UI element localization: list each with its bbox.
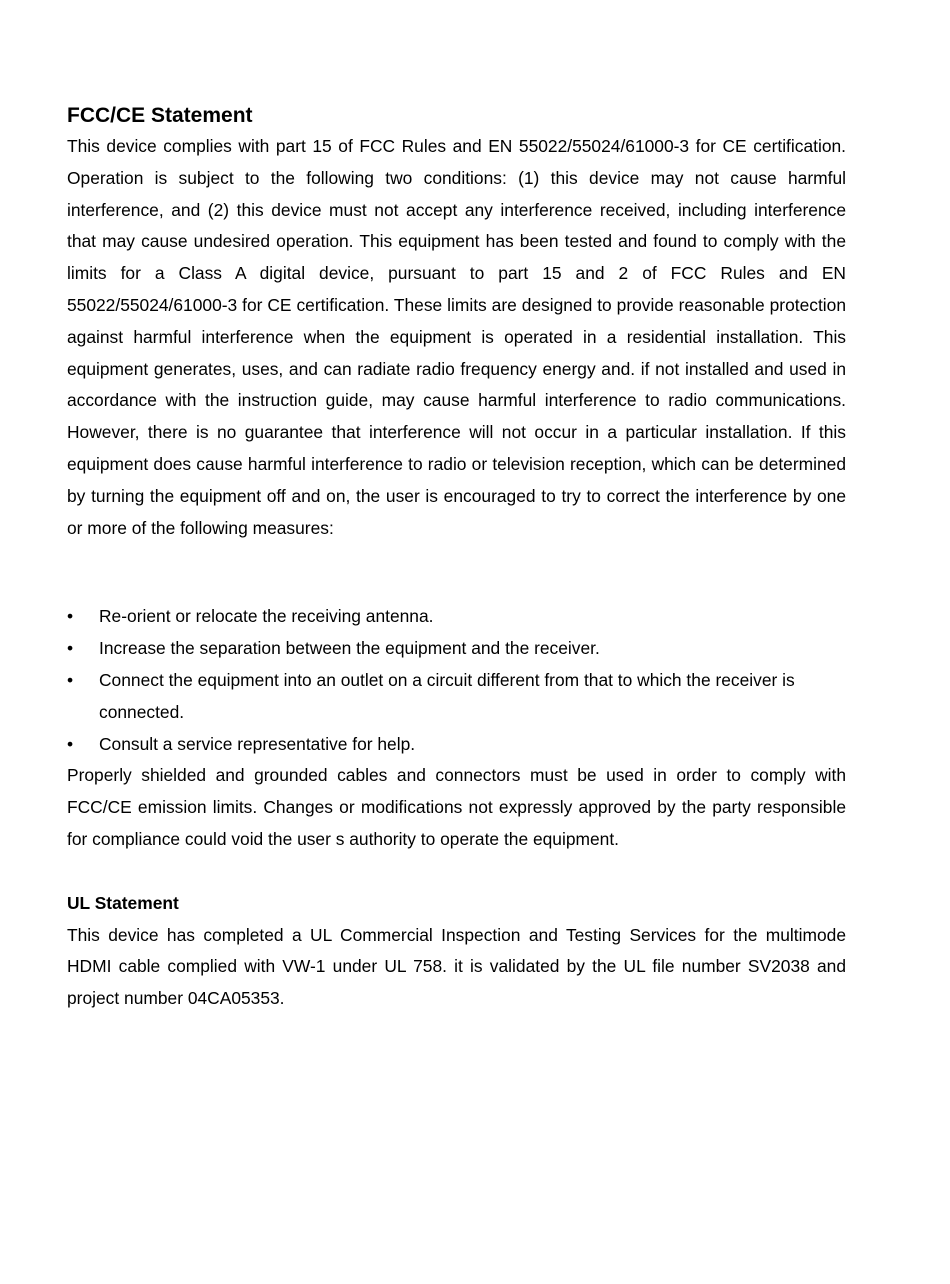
ul-statement-heading: UL Statement xyxy=(67,892,179,913)
fcc-ce-statement-heading: FCC/CE Statement xyxy=(67,104,253,127)
list-item xyxy=(67,601,846,633)
measure-text: Connect the equipment into an outlet on a circuit different from that to which the receiver is connected. xyxy=(99,669,795,722)
ul-statement-paragraph: This device has completed a UL Commercial Inspection and Testing Services for the multimode HDMI cable complied with VW-1 under UL 758. it is validated by the UL file number SV2038 and project number 04CA05353. xyxy=(67,924,846,1009)
bullet-icon: • xyxy=(67,669,74,690)
list-item xyxy=(67,633,846,665)
measure-text: Increase the separation between the equipment and the receiver. xyxy=(99,638,600,659)
bullet-icon: • xyxy=(67,638,74,659)
shielded-cables-paragraph: Properly shielded and grounded cables and connectors must be used in order to comply with FCC/CE emission limits. Changes or modifications not expressly approved by the party responsible for compliance could void the user s authority to operate the equipment. xyxy=(67,765,846,849)
list-item xyxy=(67,665,846,729)
fcc-compliance-paragraph: This device complies with part 15 of FCC Rules and EN 55022/55024/61000-3 for CE certification. Operation is subject to the following two conditions: (1) this device may not cause harmful interference, and (2) this device must not accept any interference received, including interference that may cause undesired operation. This equipment has been tested and found to comply with the limits for a Class A digital device, pursuant to part 15 and 2 of FCC Rules and EN 55022/55024/61000-3 for CE certification. These limits are designed to provide reasonable protection against harmful interference when the equipment is operated in a residential installation. This equipment generates, uses, and can radiate radio frequency energy and. if not installed and used in accordance with the instruction guide, may cause harmful interference to radio communications. However, there is no guarantee that interference will not occur in a particular installation. If this equipment does cause harmful interference to radio or television reception, which can be determined by turning the equipment off and on, the user is encouraged to try to correct the interference by one or more of the following measures: xyxy=(67,136,846,538)
measure-text: Re-orient or relocate the receiving antenna. xyxy=(99,606,434,627)
interference-measures-list xyxy=(67,601,846,760)
bullet-icon: • xyxy=(67,733,74,754)
measure-text: Consult a service representative for help. xyxy=(99,733,416,754)
bullet-icon: • xyxy=(67,606,74,627)
list-item xyxy=(67,729,846,761)
